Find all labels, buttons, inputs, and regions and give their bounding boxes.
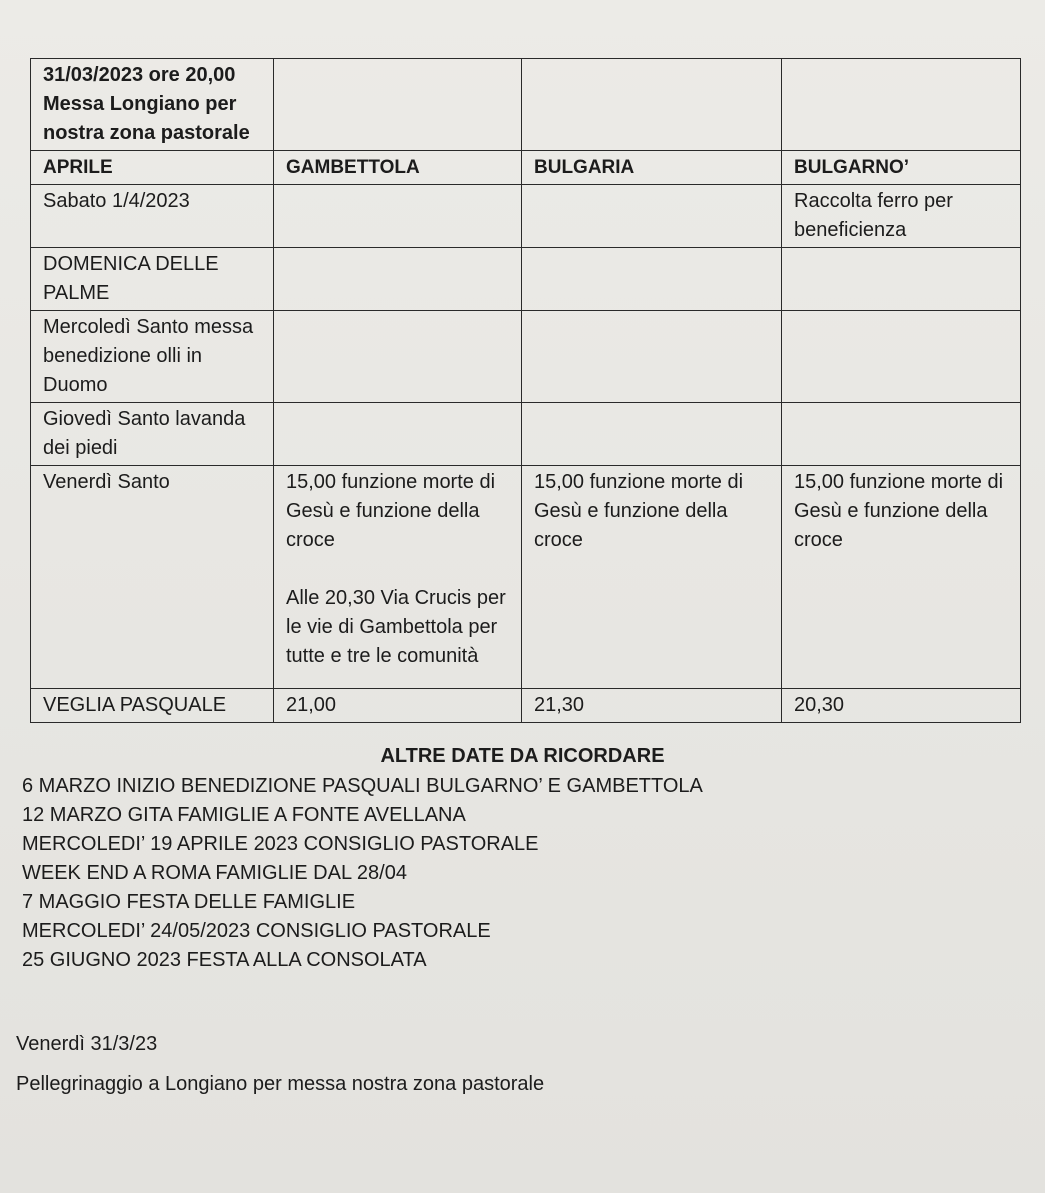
list-item: 12 MARZO GITA FAMIGLIE A FONTE AVELLANA <box>22 804 466 826</box>
table-cell: Venerdì Santo <box>31 466 274 689</box>
table-cell <box>274 466 522 689</box>
table-row <box>31 466 1021 689</box>
section-title: ALTRE DATE DA RICORDARE <box>380 745 665 767</box>
table-cell <box>782 59 1021 151</box>
list-item: MERCOLEDI’ 24/05/2023 CONSIGLIO PASTORALE <box>22 920 491 942</box>
table-cell: Raccolta ferro per beneficienza <box>782 185 1021 248</box>
table-row <box>31 59 1021 151</box>
table-cell <box>782 311 1021 403</box>
table-cell <box>522 403 782 466</box>
table-cell <box>274 248 522 311</box>
table-cell: Sabato 1/4/2023 <box>31 185 274 248</box>
table-cell <box>522 59 782 151</box>
table-row <box>31 689 1021 723</box>
header-gambettola: GAMBETTOLA <box>274 151 522 185</box>
header-bulgarno: BULGARNO’ <box>782 151 1021 185</box>
footer-date: Venerdì 31/3/23 <box>16 1033 158 1055</box>
table-row <box>31 248 1021 311</box>
cell-paragraph: Alle 20,30 Via Crucis per le vie di Gambettola per tutte e tre le comunità <box>286 587 506 667</box>
table-cell: 15,00 funzione morte di Gesù e funzione della croce <box>522 466 782 689</box>
table-cell: 21,30 <box>522 689 782 723</box>
list-item: 7 MAGGIO FESTA DELLE FAMIGLIE <box>22 891 356 913</box>
table-cell: 21,00 <box>274 689 522 723</box>
footer-text: Pellegrinaggio a Longiano per messa nostra zona pastorale <box>16 1073 545 1095</box>
table-row <box>31 311 1021 403</box>
header-month: APRILE <box>31 151 274 185</box>
header-bulgaria: BULGARIA <box>522 151 782 185</box>
table-cell <box>274 59 522 151</box>
table-cell <box>274 311 522 403</box>
table-row <box>31 403 1021 466</box>
schedule-table <box>30 58 1021 723</box>
table-cell: Mercoledì Santo messa benedizione olli in Duomo <box>31 311 274 403</box>
table-cell: Giovedì Santo lavanda dei piedi <box>31 403 274 466</box>
table-cell: VEGLIA PASQUALE <box>31 689 274 723</box>
table-cell <box>522 311 782 403</box>
table-cell: 15,00 funzione morte di Gesù e funzione della croce <box>782 466 1021 689</box>
table-cell <box>274 185 522 248</box>
dates-list <box>22 772 703 975</box>
table-cell <box>274 403 522 466</box>
table-header-row <box>31 151 1021 185</box>
list-item: MERCOLEDI’ 19 APRILE 2023 CONSIGLIO PASTORALE <box>22 833 539 855</box>
list-item: 25 GIUGNO 2023 FESTA ALLA CONSOLATA <box>22 949 427 971</box>
table-row <box>31 185 1021 248</box>
table-cell <box>522 248 782 311</box>
cell-paragraph: 15,00 funzione morte di Gesù e funzione della croce <box>286 471 496 551</box>
table-cell: DOMENICA DELLE PALME <box>31 248 274 311</box>
table-cell <box>782 403 1021 466</box>
list-item: 6 MARZO INIZIO BENEDIZIONE PASQUALI BULGARNO’ E GAMBETTOLA <box>22 775 703 797</box>
table-cell <box>782 248 1021 311</box>
list-item: WEEK END A ROMA FAMIGLIE DAL 28/04 <box>22 862 407 884</box>
table-cell: 20,30 <box>782 689 1021 723</box>
table-cell <box>522 185 782 248</box>
table-cell: 31/03/2023 ore 20,00 Messa Longiano per nostra zona pastorale <box>31 59 274 151</box>
